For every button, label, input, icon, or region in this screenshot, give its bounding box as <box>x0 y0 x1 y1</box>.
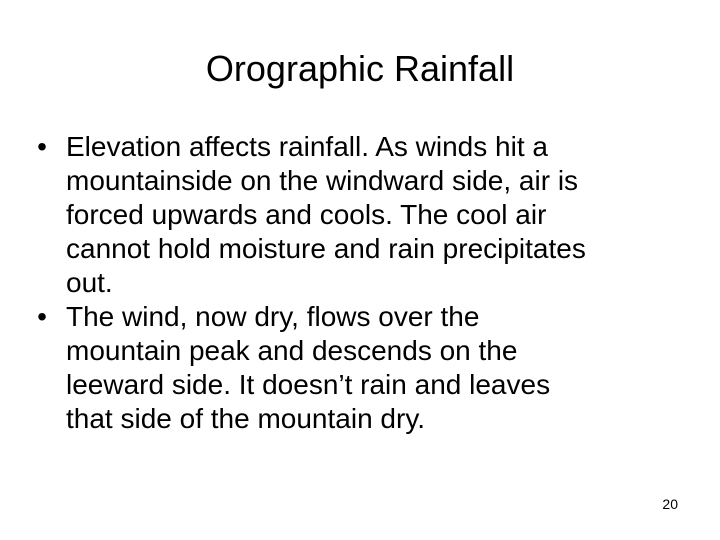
slide-title: Orographic Rainfall <box>205 48 515 89</box>
bullet-marker: • <box>37 131 47 162</box>
bullet-text-line: mountain peak and descends on the <box>66 335 518 366</box>
bullet-text-line: cannot hold moisture and rain precipitates <box>66 233 586 264</box>
bullet-text-line: out. <box>66 267 113 298</box>
bullet-text-line: mountainside on the windward side, air is <box>66 165 579 196</box>
bullet-text-line: that side of the mountain dry. <box>66 403 426 434</box>
bullet-item <box>30 300 680 436</box>
bullet-marker: • <box>37 301 47 332</box>
bullet-text-line: Elevation affects rainfall. As winds hit a <box>66 131 548 162</box>
bullet-item <box>30 130 680 300</box>
bullet-list <box>30 130 680 436</box>
bullet-text-line: The wind, now dry, flows over the <box>66 301 480 332</box>
bullet-text-line: leeward side. It doesn’t rain and leaves <box>66 369 551 400</box>
page-number: 20 <box>662 496 678 512</box>
bullet-text-line: forced upwards and cools. The cool air <box>66 199 547 230</box>
